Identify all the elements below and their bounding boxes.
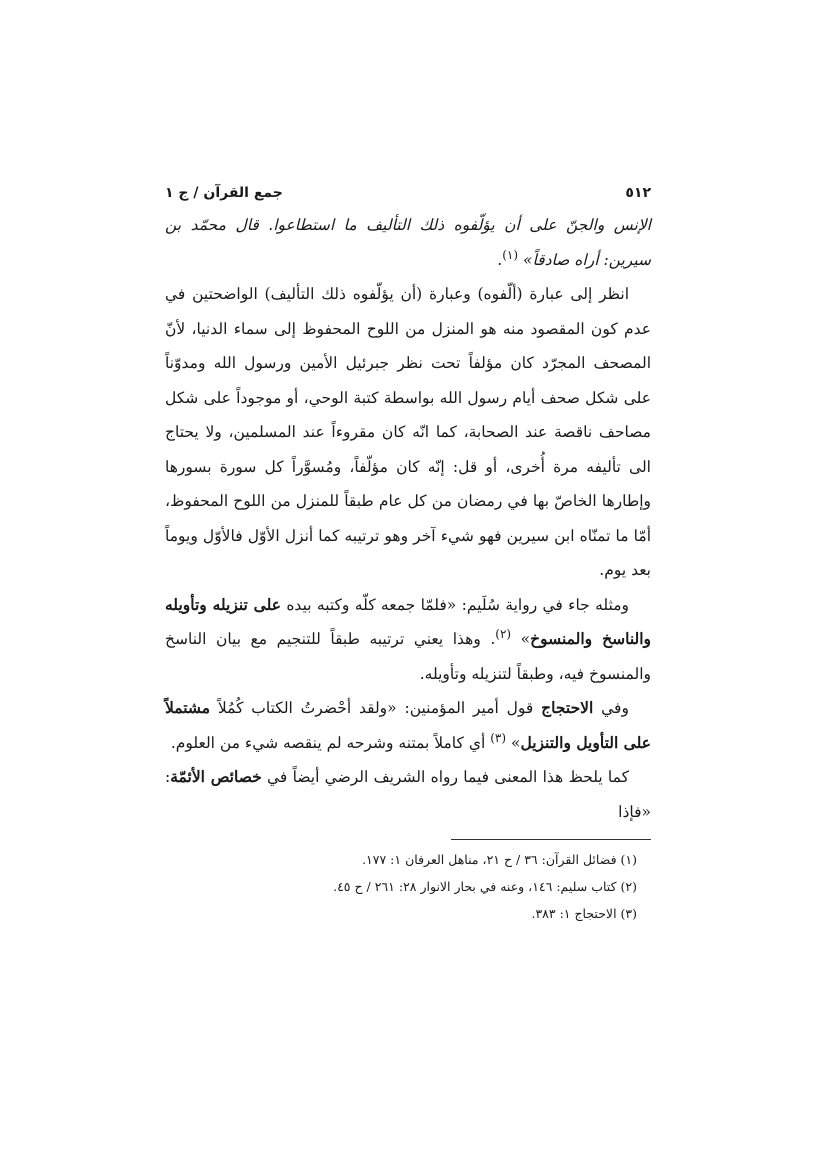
footnote: (٢) كتاب سليم: ١٤٦، وعنه في بحار الانوار ٢٨: ٢٦١ / ح ٤٥.: [333, 879, 637, 894]
body-text: [165, 208, 651, 829]
bold-text: مشتملاً على التأويل والتنزيل: [165, 698, 651, 752]
paragraph-text: »: [510, 733, 521, 752]
bold-text: خصائص الأئمّة: [170, 767, 262, 786]
bold-text: الاحتجاج: [541, 698, 594, 717]
page-header: [165, 180, 651, 206]
paragraph-text: »: [520, 630, 531, 648]
paragraph-text: : «فإذا: [165, 768, 651, 821]
page-number: ٥١٢: [625, 185, 651, 201]
paragraph: انظر إلى عبارة (ألّفوه) وعبارة (أن يؤلّفوه ذلك التأليف) الواضحتين في عدم كون المقصود منه هو المنزل من اللوح المحفوظ إلى سماء الدنيا، لأنّ المصحف المجرّد كان مؤلفاً تحت نظر جبرئيل الأمين ورسول الله ومدوّناً على شكل صحف أيام رسول الله بواسطة كتبة الوحي، أو موجوداً على شكل مصاحف ناقصة عند الصحابة، كما انّه كان مقروءاً عند المسلمين، ولا يحتاج الى تأليفه مرة أُخرى، أو قل: إنّه كان مؤلّفاً، ومُسوَّراً كل سورة بسورها وإطارها الخاصّ بها في رمضان من كل عام طبقاً للمنزل من اللوح المحفوظ، أمّا ما تمنّاه ابن سيرين فهو شيء آخر وهو ترتيبه كما أنزل الأوّل فالأوّل ويوماً بعد يوم.: [165, 285, 651, 579]
paragraph-text: قول أمير المؤمنين: «ولقد أحْضرتُ الكتاب كُمُلاً: [217, 699, 534, 717]
paragraph: [165, 691, 651, 760]
paragraph-text: وفي: [601, 699, 629, 717]
footnote: (١) فضائل القرآن: ٣٦ / ح ٢١، مناهل العرفان ١: ١٧٧.: [362, 852, 637, 867]
footnotes: [165, 846, 651, 927]
footnote-ref: (٢): [495, 626, 512, 641]
footnote-ref: (١): [502, 247, 519, 262]
paragraph: [165, 208, 651, 277]
paragraph-text: . وهذا يعني ترتيبه طبقاً للتنجيم مع بيان الناسخ والمنسوخ فيه، وطبقاً لتنزيله وتأويله.: [165, 630, 651, 683]
book-page: [165, 180, 651, 927]
paragraph: [165, 760, 651, 829]
paragraph-text: كما يلحظ هذا المعنى فيما رواه الشريف الرضي أيضاً في: [267, 768, 629, 786]
bold-text: على تنزيله وتأويله والناسخ والمنسوخ: [165, 594, 652, 648]
footnote-ref: (٣): [490, 730, 507, 745]
paragraph: [165, 588, 651, 692]
quote-continuation: الإنس والجنّ على أن يؤلّفوه ذلك التأليف ما استطاعوا. قال محمّد بن سيرين: أراه صادقاً»: [165, 216, 651, 269]
footnote-divider: [451, 839, 651, 840]
paragraph-text: أي كاملاً بمتنه وشرحه لم ينقصه شيء من العلوم.: [170, 733, 486, 752]
paragraph-text: .: [497, 250, 503, 269]
footnote: (٣) الاحتجاج ١: ٣٨٣.: [531, 906, 637, 921]
paragraph-text: ومثله جاء في رواية سُلَيم: «فلمّا جمعه كلّه وكتبه بيده: [286, 595, 629, 614]
running-title: جمع القرآن / ج ١: [165, 185, 283, 201]
